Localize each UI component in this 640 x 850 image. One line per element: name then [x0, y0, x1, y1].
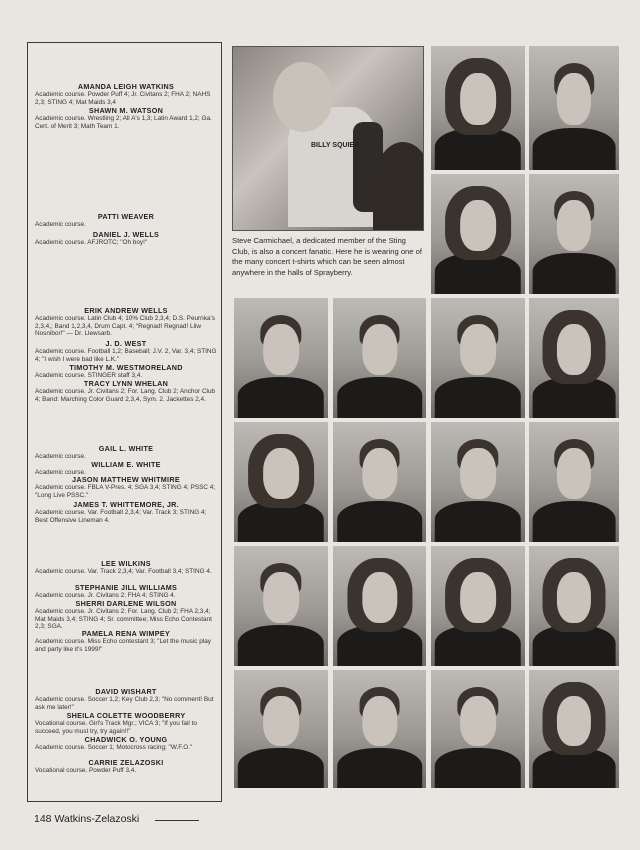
- entry-gail-white: [35, 444, 217, 461]
- portrait-photo: [529, 670, 619, 788]
- entry-desc: Academic course. Powder Puff 4; Jr. Civitans 2; FHA 2; NAHS 2,3; STING 4; Mat Maids 3,4: [35, 91, 211, 106]
- entry-wilkins: [35, 559, 217, 576]
- portrait-photo: [431, 174, 525, 294]
- entry-name: LEE WILKINS: [101, 559, 151, 568]
- portrait-photo: [431, 670, 525, 788]
- entry-name: ERIK ANDREW WELLS: [84, 306, 168, 315]
- portrait-photo: [431, 546, 525, 666]
- entry-name: STEPHANIE JILL WILLIAMS: [74, 583, 178, 592]
- entry-name: SHERRI DARLENE WILSON: [75, 599, 177, 608]
- portrait-photo: [234, 422, 328, 542]
- portrait-photo: [333, 546, 426, 666]
- entry-name: PAMELA RENA WIMPEY: [81, 629, 171, 638]
- portrait-photo: [333, 670, 426, 788]
- portrait-photo: [529, 298, 619, 418]
- portrait-photo: [333, 298, 426, 418]
- entry-wilson: [35, 599, 217, 631]
- entry-desc: Vocational course. Girl's Track Mgr.; VICA 3; "If you fail to succeed, you must try, try again!!": [35, 720, 197, 735]
- entry-desc: Academic course. Soccer 1,2; Key Club 2,3; "No comment! But ask me later!": [35, 696, 214, 711]
- entry-name: DAVID WISHART: [95, 687, 157, 696]
- entry-name: CARRIE ZELAZOSKI: [88, 758, 164, 767]
- entry-desc: Academic course. Jr. Civitans 2; For. Lang. Club 2; Anchor Club 4; Band: Marching Color Guard 2,3,4, Sym. 2. Jackettes 2,4.: [35, 388, 216, 403]
- entry-desc: Academic course. Miss Echo contestant 3; "Let the music play and party like it's 1999!": [35, 638, 211, 653]
- entry-name: JASON MATTHEW WHITMIRE: [72, 475, 180, 484]
- entry-westmoreland: [35, 363, 217, 380]
- entry-name: SHEILA COLETTE WOODBERRY: [66, 711, 186, 720]
- entry-williams: [35, 583, 217, 600]
- entry-desc: Academic course. AFJROTC; "Oh boy!": [35, 239, 148, 246]
- entry-desc: Academic course. Latin Club 4; 10% Club 2,3,4; D.S. Peurnka's 2,3,4,; Band 1,2,3,4, Drum Capt. 4; "Regnad! Regnad! Lliw Nosnibor!" — Dr. Llewsarb.: [35, 315, 215, 338]
- shirt-lettering: BILLY SQUIER: [311, 142, 360, 149]
- entry-name: WILLIAM E. WHITE: [91, 460, 161, 469]
- portrait-photo: [529, 422, 619, 542]
- entry-name: GAIL L. WHITE: [98, 444, 154, 453]
- entry-desc: Academic course. Wrestling 2; All A's 1,3; Latin Award 1,2; Ga. Cert. of Merit 3; Math Team 1.: [35, 115, 212, 130]
- second-student: [373, 142, 424, 231]
- student-head: [273, 62, 333, 132]
- portrait-photo: [234, 546, 328, 666]
- page-range: Watkins-Zelazoski: [54, 813, 140, 825]
- entry-zelazoski: [35, 758, 217, 775]
- entry-desc: Academic course.: [35, 221, 86, 228]
- portrait-photo: [234, 670, 328, 788]
- entry-desc: Academic course. STINGER staff 3,4.: [35, 372, 143, 379]
- entry-whittemore: [35, 500, 217, 524]
- entry-wimpey: [35, 629, 217, 653]
- entry-name: AMANDA LEIGH WATKINS: [77, 82, 175, 91]
- entry-erik-wells: [35, 306, 217, 338]
- portrait-photo: [431, 46, 525, 170]
- entry-woodberry: [35, 711, 217, 735]
- entry-weaver: [35, 212, 217, 229]
- page-footer: [34, 813, 139, 825]
- portrait-photo: [529, 46, 619, 170]
- entry-name: JAMES T. WHITTEMORE, JR.: [73, 500, 179, 509]
- portrait-photo: [333, 422, 426, 542]
- portrait-photo: [529, 174, 619, 294]
- page-number: 148: [34, 813, 52, 825]
- entry-name: TRACY LYNN WHELAN: [83, 379, 169, 388]
- entry-name: SHAWN M. WATSON: [88, 106, 164, 115]
- photo-caption: Steve Carmichael, a dedicated member of the Sting Club, is also a concert fanatic. Here he is wearing one of the many concert t-shirts which can be seen almost anywhere in the halls of Sprayberry.: [232, 236, 422, 277]
- portrait-photo: [431, 422, 525, 542]
- entry-daniel-wells: [35, 230, 217, 247]
- entry-desc: Academic course. Var. Track 2,3,4; Var. Football 3,4; STING 4.: [35, 568, 212, 575]
- footer-rule: [155, 820, 199, 821]
- entry-watkins: [35, 82, 217, 106]
- entry-young: [35, 735, 217, 752]
- entry-whelan: [35, 379, 217, 403]
- entry-name: J. D. WEST: [105, 339, 147, 348]
- portrait-photo: [234, 298, 328, 418]
- entry-west: [35, 339, 217, 363]
- entry-desc: Academic course.: [35, 453, 86, 460]
- entry-desc: Academic course. FBLA V-Pres. 4; SGA 3,4; STING 4; PSSC 4; "Long Live PSSC.": [35, 484, 216, 499]
- candid-photo: [232, 46, 424, 231]
- entry-watson: [35, 106, 217, 130]
- entry-desc: Academic course. Football 1,2; Baseball; J.V. 2, Var. 3,4; STING 4; "I wish I were bad like L.K.": [35, 348, 217, 363]
- entry-whitmire: [35, 475, 217, 499]
- entry-wishart: [35, 687, 217, 711]
- entry-name: TIMOTHY M. WESTMORELAND: [69, 363, 183, 372]
- entry-name: DANIEL J. WELLS: [92, 230, 160, 239]
- entry-desc: Academic course. Var. Football 2,3,4; Var. Track 3; STING 4; Best Offensive Lineman 4.: [35, 509, 207, 524]
- portrait-photo: [529, 546, 619, 666]
- entry-name: PATTI WEAVER: [97, 212, 155, 221]
- portrait-photo: [431, 298, 525, 418]
- entry-desc: Academic course. Jr. Civitans 2; For. Lang. Club 2; FHA 2,3,4; Mat Maids 3,4; STING 4; Sr. committee; Miss Echo Contestant 2,3; SGA.: [35, 608, 212, 631]
- entry-desc: Vocational course. Powder Puff 3,4.: [35, 767, 137, 774]
- entry-name: CHADWICK O. YOUNG: [84, 735, 168, 744]
- entry-desc: Academic course. Soccer 1; Motocross racing; "W.F.O.": [35, 744, 193, 751]
- entry-desc: Academic course. Jr. Civitans 2; FHA 4; STING 4.: [35, 592, 176, 599]
- entry-desc: Academic course.: [35, 469, 86, 476]
